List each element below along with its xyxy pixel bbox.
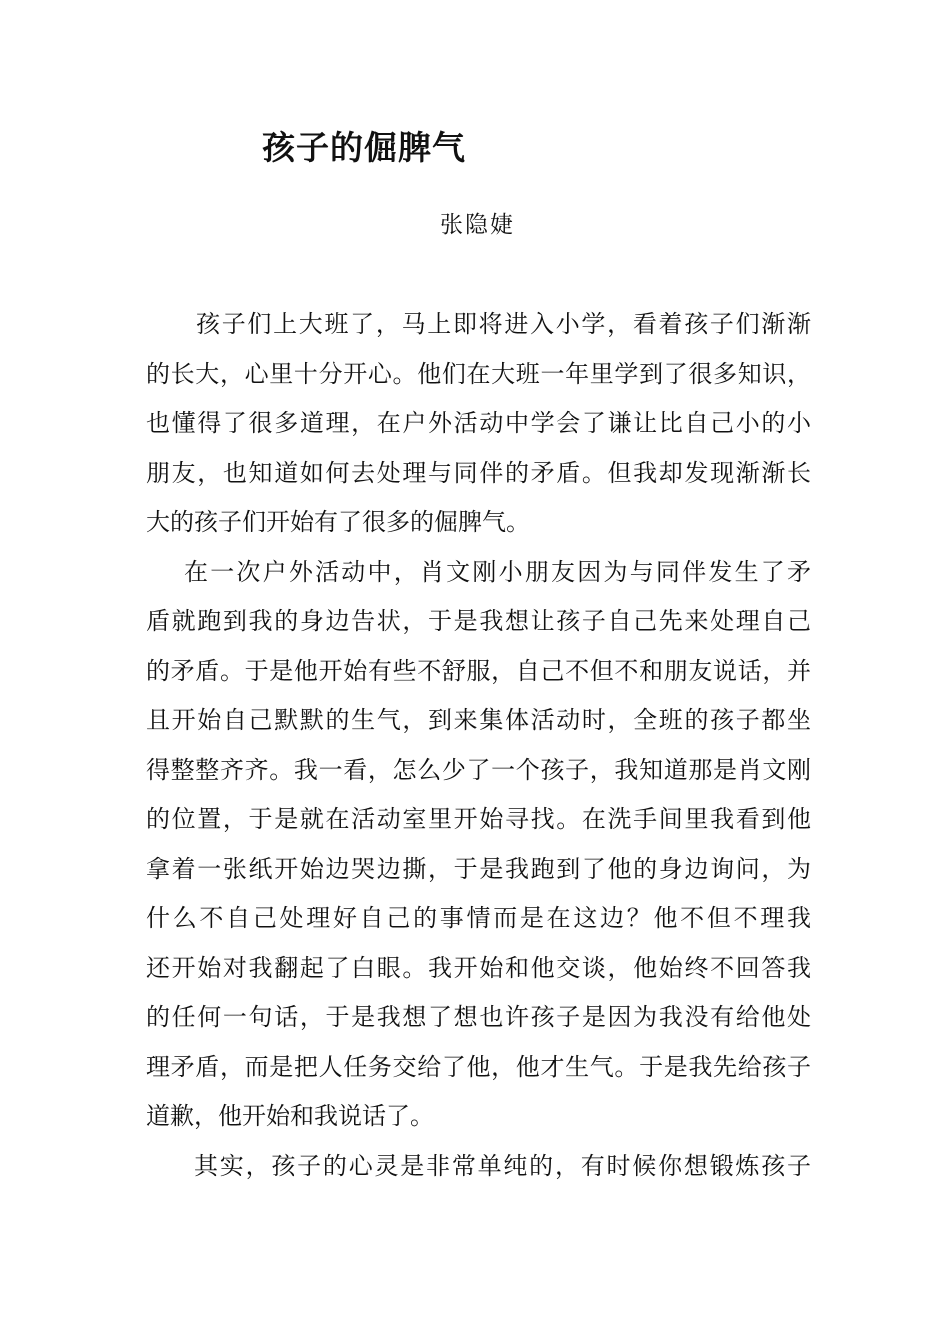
- paragraph-2-line-9: 还开始对我翻起了白眼。我开始和他交谈，他始终不回答我: [146, 953, 811, 982]
- paragraph-1-line-2: 的长大，心里十分开心。他们在大班一年里学到了很多知识，: [146, 359, 811, 388]
- paragraph-1-line-3: 也懂得了很多道理，在户外活动中学会了谦让比自己小的小: [146, 409, 811, 437]
- paragraph-2-line-3: 的矛盾。于是他开始有些不舒服，自己不但不和朋友说话，并: [146, 656, 811, 685]
- paragraph-2-line-11: 理矛盾，而是把人任务交给了他，他才生气。于是我先给孩子: [146, 1052, 811, 1081]
- paragraph-2-line-7: 拿着一张纸开始边哭边撕，于是我跑到了他的身边询问，为: [146, 854, 811, 883]
- paragraph-2-line-5: 得整整齐齐。我一看，怎么少了一个孩子，我知道那是肖文刚: [146, 755, 811, 784]
- paragraph-2-line-10: 的任何一句话，于是我想了想也许孩子是因为我没有给他处: [146, 1003, 811, 1031]
- paragraph-2-line-12: 道歉，他开始和我说话了。: [146, 1102, 434, 1130]
- body-text: [146, 300, 811, 1191]
- paragraph-2-line-8: 什么不自己处理好自己的事情而是在这边？他不但不理我: [146, 904, 811, 932]
- paragraph-2-line-2: 盾就跑到我的身边告状，于是我想让孩子自己先来处理自己: [146, 607, 811, 635]
- author-name: 张隐婕: [440, 212, 515, 238]
- document-title: 孩子的倔脾气: [262, 128, 466, 167]
- paragraph-1-line-1: 孩子们上大班了，马上即将进入小学，看着孩子们渐渐: [196, 310, 811, 338]
- paragraph-2-line-6: 的位置，于是就在活动室里开始寻找。在洗手间里我看到他: [146, 805, 811, 833]
- paragraph-1-line-4: 朋友，也知道如何去处理与同伴的矛盾。但我却发现渐渐长: [146, 458, 811, 487]
- paragraph-3-line-1: 其实，孩子的心灵是非常单纯的，有时候你想锻炼孩子: [194, 1151, 811, 1180]
- paragraph-2-line-1: 在一次户外活动中，肖文刚小朋友因为与同伴发生了矛: [184, 557, 811, 586]
- paragraph-2-line-4: 且开始自己默默的生气，到来集体活动时，全班的孩子都坐: [146, 706, 811, 734]
- paragraph-1-line-5: 大的孩子们开始有了很多的倔脾气。: [146, 508, 530, 536]
